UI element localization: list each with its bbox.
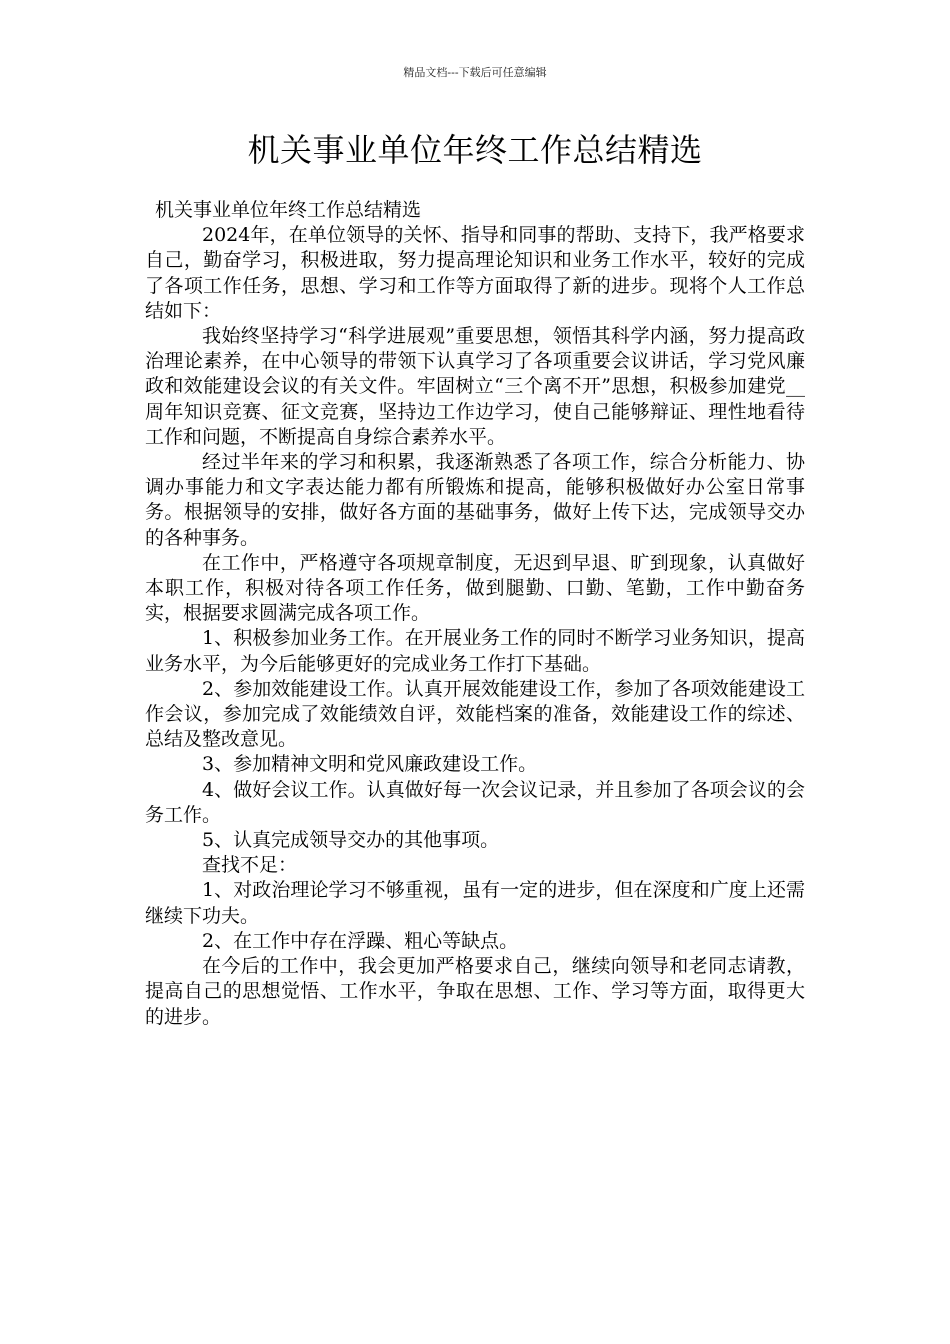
paragraph-item-2: 2、参加效能建设工作。认真开展效能建设工作，参加了各项效能建设工作会议，参加完成了效能绩效自评，效能档案的准备，效能建设工作的综述、总结及整改意见。 bbox=[145, 677, 805, 751]
document-body bbox=[145, 198, 805, 1030]
paragraph-shortcoming-1: 1、对政治理论学习不够重视，虽有一定的进步，但在深度和广度上还需继续下功夫。 bbox=[145, 879, 805, 927]
paragraph-discipline: 在工作中，严格遵守各项规章制度，无迟到早退、旷到现象，认真做好本职工作，积极对待各项工作任务，做到腿勤、口勤、笔勤，工作中勤奋务实，根据要求圆满完成各项工作。 bbox=[145, 551, 805, 625]
paragraph-experience: 经过半年来的学习和积累，我逐渐熟悉了各项工作，综合分析能力、协调办事能力和文字表达能力都有所锻炼和提高，能够积极做好办公室日常事务。根据领导的安排，做好各方面的基础事务，做好上传下达，完成领导交办的各种事务。 bbox=[145, 451, 805, 549]
document-subtitle: 机关事业单位年终工作总结精选 bbox=[155, 199, 422, 221]
paragraph-item-4: 4、做好会议工作。认真做好每一次会议记录，并且参加了各项会议的会务工作。 bbox=[145, 778, 805, 826]
paragraph-item-5: 5、认真完成领导交办的其他事项。 bbox=[202, 829, 500, 852]
paragraph-intro: 2024年，在单位领导的关怀、指导和同事的帮助、支持下，我严格要求自己，勤奋学习，积极进取，努力提高理论知识和业务工作水平，较好的完成了各项工作任务，思想、学习和工作等方面取得了新的进步。现将个人工作总结如下： bbox=[145, 224, 805, 322]
paragraph-item-1: 1、积极参加业务工作。在开展业务工作的同时不断学习业务知识，提高业务水平，为今后能够更好的完成业务工作打下基础。 bbox=[145, 627, 805, 675]
document-title: 机关事业单位年终工作总结精选 bbox=[247, 131, 703, 169]
paragraph-study: 我始终坚持学习“科学进展观”重要思想，领悟其科学内涵，努力提高政治理论素养，在中心领导的带领下认真学习了各项重要会议讲话，学习党风廉政和效能建设会议的有关文件。牢固树立“三个离不开”思想，积极参加建党__周年知识竞赛、征文竞赛，坚持边工作边学习，使自己能够辩证、理性地看待工作和问题，不断提高自身综合素养水平。 bbox=[145, 325, 805, 448]
page-header: 精品文档---下载后可任意编辑 bbox=[403, 66, 547, 79]
paragraph-shortcomings-heading: 查找不足： bbox=[202, 854, 298, 877]
paragraph-shortcoming-2: 2、在工作中存在浮躁、粗心等缺点。 bbox=[202, 929, 519, 952]
paragraph-item-3: 3、参加精神文明和党风廉政建设工作。 bbox=[202, 753, 538, 776]
paragraph-conclusion: 在今后的工作中，我会更加严格要求自己，继续向领导和老同志请教，提高自己的思想觉悟、工作水平，争取在思想、工作、学习等方面，取得更大的进步。 bbox=[145, 955, 805, 1028]
